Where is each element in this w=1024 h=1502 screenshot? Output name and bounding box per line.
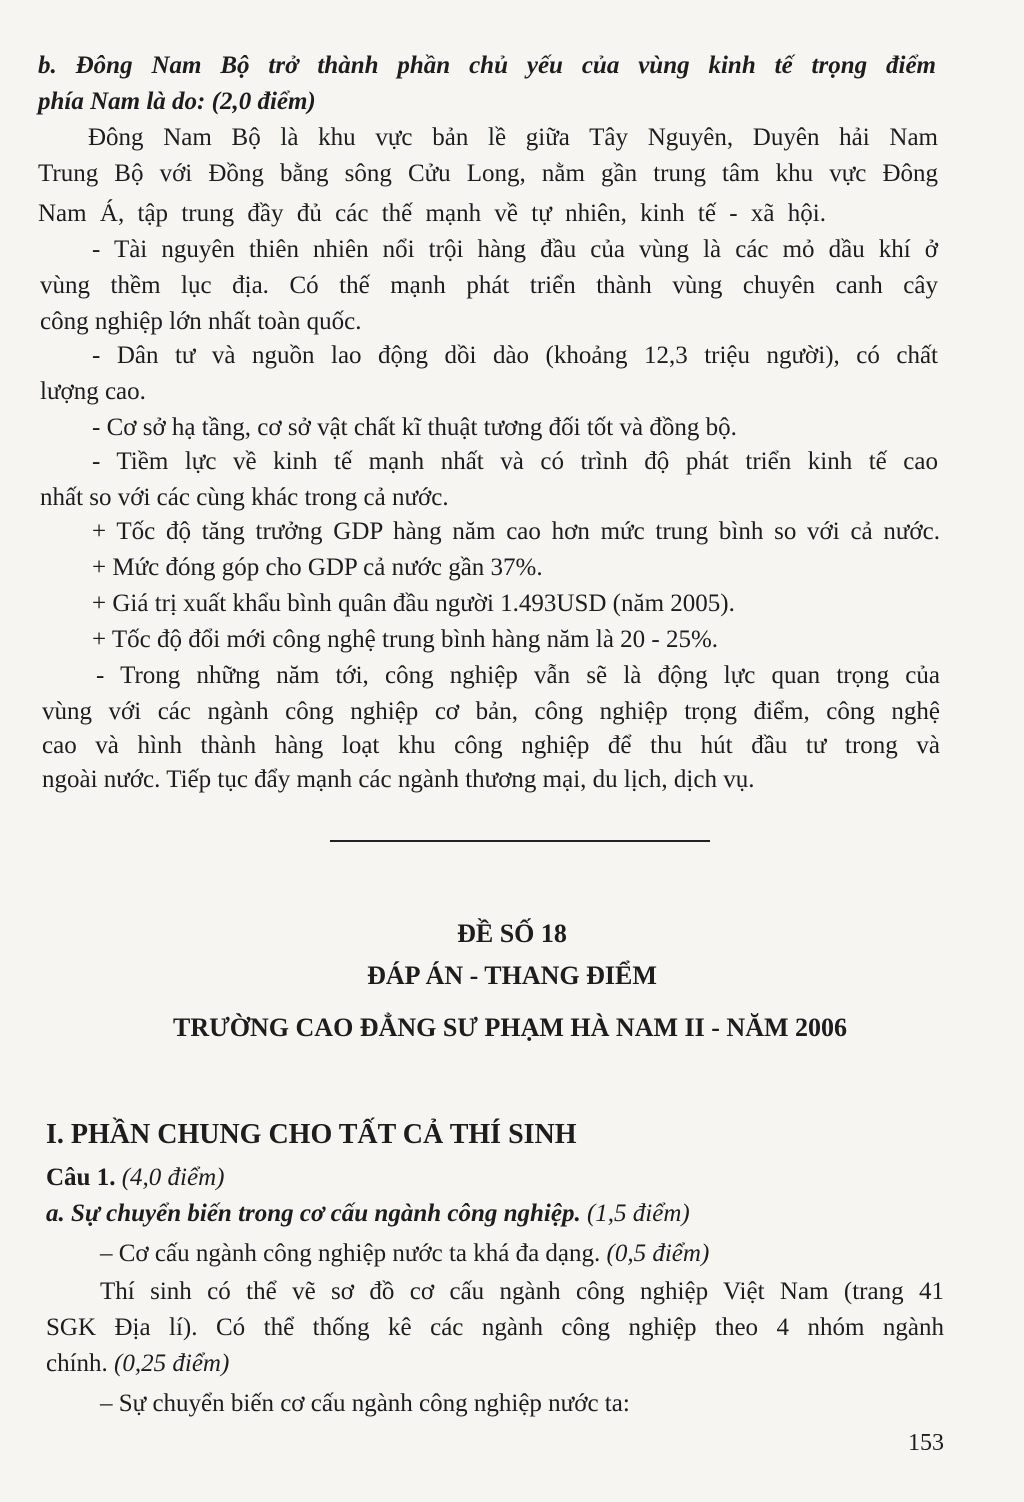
part1-line1-text: – Cơ cấu ngành công nghiệp nước ta khá đa dạng.: [100, 1240, 601, 1267]
page-number: 153: [908, 1430, 944, 1456]
question-1: [46, 1160, 224, 1196]
part1-para-last-text: chính.: [46, 1350, 108, 1377]
bullet5-line2: vùng với các ngành công nghiệp cơ bản, công nghiệp trọng điểm, công nghệ: [42, 698, 940, 725]
para1-line1: Đông Nam Bộ là khu vực bản lề giữa Tây Nguyên, Duyên hải Nam: [88, 124, 938, 151]
plus-item-3: + Giá trị xuất khẩu bình quân đầu người 1.493USD (năm 2005).: [92, 590, 735, 617]
section-divider: [330, 840, 710, 842]
sub-a-points: (1,5 điểm): [586, 1200, 690, 1227]
part1-para-line3: [46, 1346, 229, 1382]
bullet1-line1: - Tài nguyên thiên nhiên nổi trội hàng đầu của vùng là các mỏ dầu khí ở: [92, 236, 938, 263]
bullet2-line2: lượng cao.: [40, 378, 146, 405]
exam-school: TRƯỜNG CAO ĐẲNG SƯ PHẠM HÀ NAM II - NĂM 2006: [172, 1013, 848, 1042]
para1-line3: Nam Á, tập trung đầy đủ các thế mạnh về tự nhiên, kinh tế - xã hội.: [38, 200, 826, 227]
plus-item-4: + Tốc độ đổi mới công nghệ trung bình hàng năm là 20 - 25%.: [92, 626, 719, 653]
bullet4-line1: - Tiềm lực về kinh tế mạnh nhất và có trình độ phát triển kinh tế cao: [92, 448, 938, 475]
exam-number: ĐỀ SỐ 18: [457, 919, 567, 948]
bullet5-line4: ngoài nước. Tiếp tục đẩy mạnh các ngành thương mại, du lịch, dịch vụ.: [42, 766, 755, 793]
bullet5-line3: cao và hình thành hàng loạt khu công nghiệp để thu hút đầu tư trong và: [42, 732, 940, 759]
part1-para-line1: Thí sinh có thể vẽ sơ đồ cơ cấu ngành công nghiệp Việt Nam (trang 41: [100, 1278, 944, 1305]
part1-para-last-points: (0,25 điểm): [114, 1350, 230, 1377]
sub-a-title: a. Sự chuyển biến trong cơ cấu ngành công nghiệp.: [46, 1200, 581, 1227]
part1-line2: – Sự chuyển biến cơ cấu ngành công nghiệp nước ta:: [100, 1390, 630, 1417]
bullet5-line1: - Trong những năm tới, công nghiệp vẫn sẽ là động lực quan trọng của: [96, 662, 940, 689]
bullet1-line2: vùng thềm lục địa. Có thế mạnh phát triển thành vùng chuyên canh cây: [40, 272, 938, 299]
section-b-heading-line2: phía Nam là do: (2,0 điểm): [38, 88, 316, 115]
bullet1-line3: công nghiệp lớn nhất toàn quốc.: [40, 308, 362, 335]
plus-item-1: + Tốc độ tăng trưởng GDP hàng năm cao hơn mức trung bình so với cả nước.: [92, 518, 940, 545]
section-b-heading-line1: b. Đông Nam Bộ trở thành phần chủ yếu của vùng kinh tế trọng điểm: [38, 52, 936, 79]
part1-line1-points: (0,5 điểm): [606, 1240, 710, 1267]
sub-a: [46, 1196, 690, 1232]
part1-line1: [100, 1236, 709, 1272]
para1-line2: Trung Bộ với Đồng bằng sông Cửu Long, nằm gần trung tâm khu vực Đông: [38, 160, 938, 187]
question-points: (4,0 điểm): [121, 1164, 225, 1191]
exam-subtitle: ĐÁP ÁN - THANG ĐIỂM: [367, 961, 657, 990]
question-label: Câu 1.: [46, 1164, 116, 1191]
part1-heading: I. PHẦN CHUNG CHO TẤT CẢ THÍ SINH: [46, 1119, 577, 1150]
plus-item-2: + Mức đóng góp cho GDP cả nước gần 37%.: [92, 554, 543, 581]
bullet3: - Cơ sở hạ tầng, cơ sở vật chất kĩ thuật tương đối tốt và đồng bộ.: [92, 414, 737, 441]
part1-para-line2: SGK Địa lí). Có thể thống kê các ngành công nghiệp theo 4 nhóm ngành: [46, 1314, 944, 1341]
bullet2-line1: - Dân tư và nguồn lao động dồi dào (khoảng 12,3 triệu người), có chất: [92, 342, 938, 369]
bullet4-line2: nhất so với các cùng khác trong cả nước.: [40, 484, 449, 511]
